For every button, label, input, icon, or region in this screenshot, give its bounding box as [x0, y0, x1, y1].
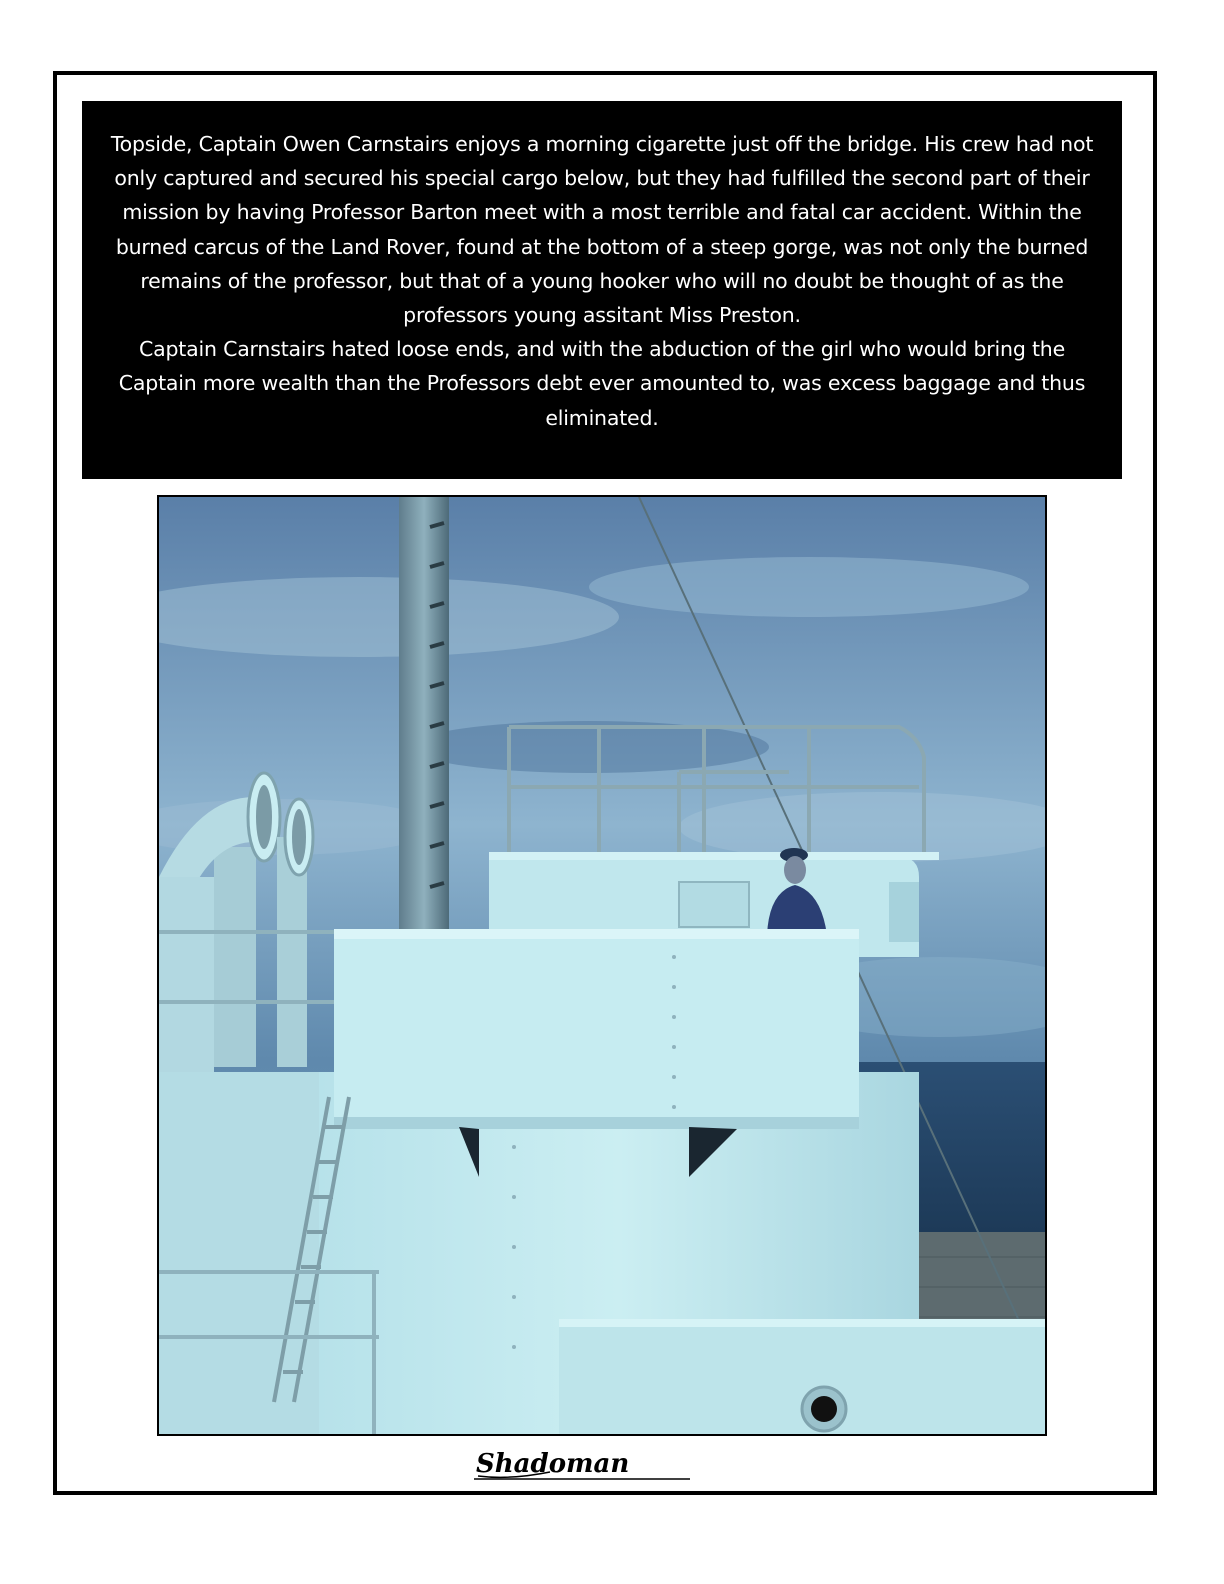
- mast: [399, 497, 449, 977]
- lower-hull: [559, 1319, 1045, 1434]
- caption-paragraph-1: Topside, Captain Owen Carnstairs enjoys a morning cigarette just off the bridge. His crew had not only captured and secured his special cargo below, but they had fulfilled the second part of their mission by having Professor Barton meet with a most terrible and fatal car accident. Within the burned carcus of the Land Rover, found at the bottom of a steep gorge, was not only the burned remains of the professor, but that of a young hooker who will no doubt be thought of as the professors young assitant Miss Preston.: [110, 132, 1094, 328]
- ship-bridge-illustration: [157, 495, 1047, 1436]
- caption-box: [82, 101, 1122, 479]
- svg-text:Shadoman: Shadoman: [476, 1449, 630, 1479]
- signature-logo: [470, 1446, 694, 1484]
- caption-paragraph-2: Captain Carnstairs hated loose ends, and with the abduction of the girl who would bring the Captain more wealth than the Professors debt ever amounted to, was excess baggage and thus eliminated.: [118, 337, 1086, 430]
